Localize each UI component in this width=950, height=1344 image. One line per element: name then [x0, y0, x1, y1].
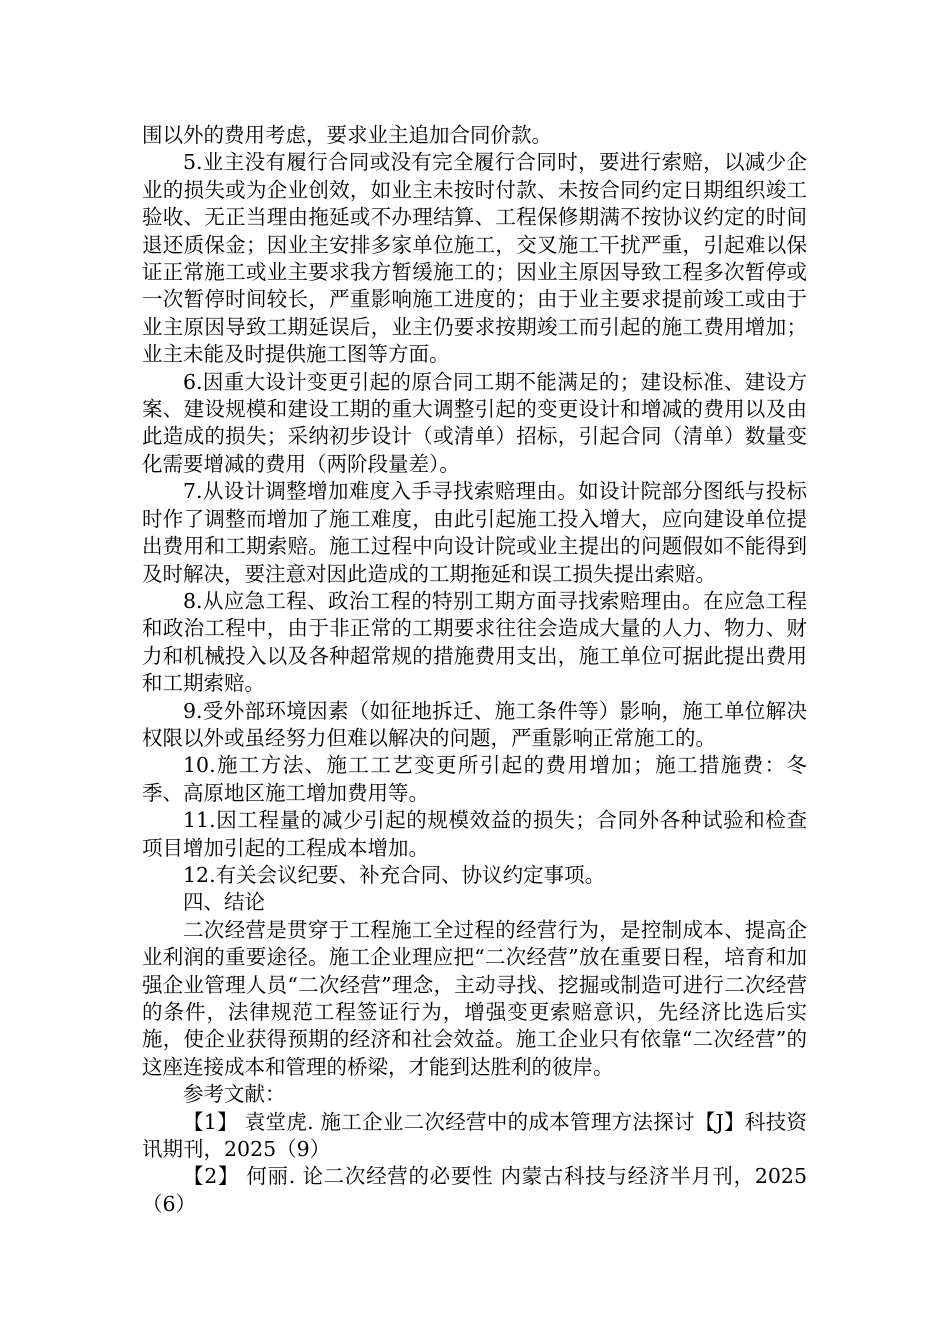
paragraph-item-8: 8.从应急工程、政治工程的特别工期方面寻找索赔理由。在应急工程和政治工程中，由于非正常的工期要求往往会造成大量的人力、物力、财力和机械投入以及各种超常规的措施费用支出，施工单位可据此提出费用和工期索赔。: [142, 588, 807, 696]
paragraph-item-11: 11.因工程量的减少引起的规模效益的损失；合同外各种试验和检查项目增加引起的工程成本增加。: [142, 808, 807, 860]
paragraph-item-9: 9.受外部环境因素（如征地拆迁、施工条件等）影响，施工单位解决权限以外或虽经努力但难以解决的问题，严重影响正常施工的。: [142, 698, 807, 750]
paragraph-item-10: 10.施工方法、施工工艺变更所引起的费用增加；施工措施费：冬季、高原地区施工增加费用等。: [142, 753, 807, 805]
paragraph-continuation: 围以外的费用考虑，要求业主追加合同价款。: [142, 123, 552, 147]
paragraph-item-5: 5.业主没有履行合同或没有完全履行合同时，要进行索赔，以减少企业的损失或为企业创效，如业主未按时付款、未按合同约定日期组织竣工验收、无正当理由拖延或不办理结算、工程保修期满不按协议约定的时间退还质保金；因业主安排多家单位施工，交叉施工干扰严重，引起难以保证正常施工或业主要求我方暂缓施工的；因业主原因导致工程多次暂停或一次暂停时间较长，严重影响施工进度的；由于业主要求提前竣工或由于业主原因导致工期延误后，业主仍要求按期竣工而引起的施工费用增加；业主未能及时提供施工图等方面。: [142, 150, 807, 367]
reference-item-2: 【2】 何丽. 论二次经营的必要性 内蒙古科技与经济半月刊，2025（6）: [142, 1164, 807, 1216]
document-page: [142, 122, 807, 1218]
paragraph-item-6: 6.因重大设计变更引起的原合同工期不能满足的；建设标准、建设方案、建设规模和建设工期的重大调整引起的变更设计和增减的费用以及由此造成的损失；采纳初步设计（或清单）招标，引起合同（清单）数量变化需要增减的费用（两阶段量差）。: [142, 369, 807, 476]
paragraph-item-12: 12.有关会议纪要、补充合同、协议约定事项。: [183, 862, 606, 887]
section-heading-conclusion: 四、结论: [183, 890, 265, 915]
paragraph-conclusion: 二次经营是贯穿于工程施工全过程的经营行为，是控制成本、提高企业利润的重要途径。施工企业理应把“二次经营”放在重要日程，培育和加强企业管理人员“二次经营”理念，主动寻找、挖掘或制造可进行二次经营的条件，法律规范工程签证行为，增强变更索赔意识，先经济比选后实施，使企业获得预期的经济和社会效益。施工企业只有依靠“二次经营”的这座连接成本和管理的桥梁，才能到达胜利的彼岸。: [142, 917, 807, 1079]
references-heading: 参考文献：: [183, 1082, 286, 1107]
paragraph-item-7: 7.从设计调整增加难度入手寻找索赔理由。如设计院部分图纸与投标时作了调整而增加了施工难度，由此引起施工投入增大，应向建设单位提出费用和工期索赔。施工过程中向设计院或业主提出的问题假如不能得到及时解决，要注意对因此造成的工期拖延和误工损失提出索赔。: [142, 479, 807, 586]
reference-item-1: 【1】 袁堂虎. 施工企业二次经营中的成本管理方法探讨【J】科技资讯期刊，2025（9）: [142, 1109, 807, 1162]
